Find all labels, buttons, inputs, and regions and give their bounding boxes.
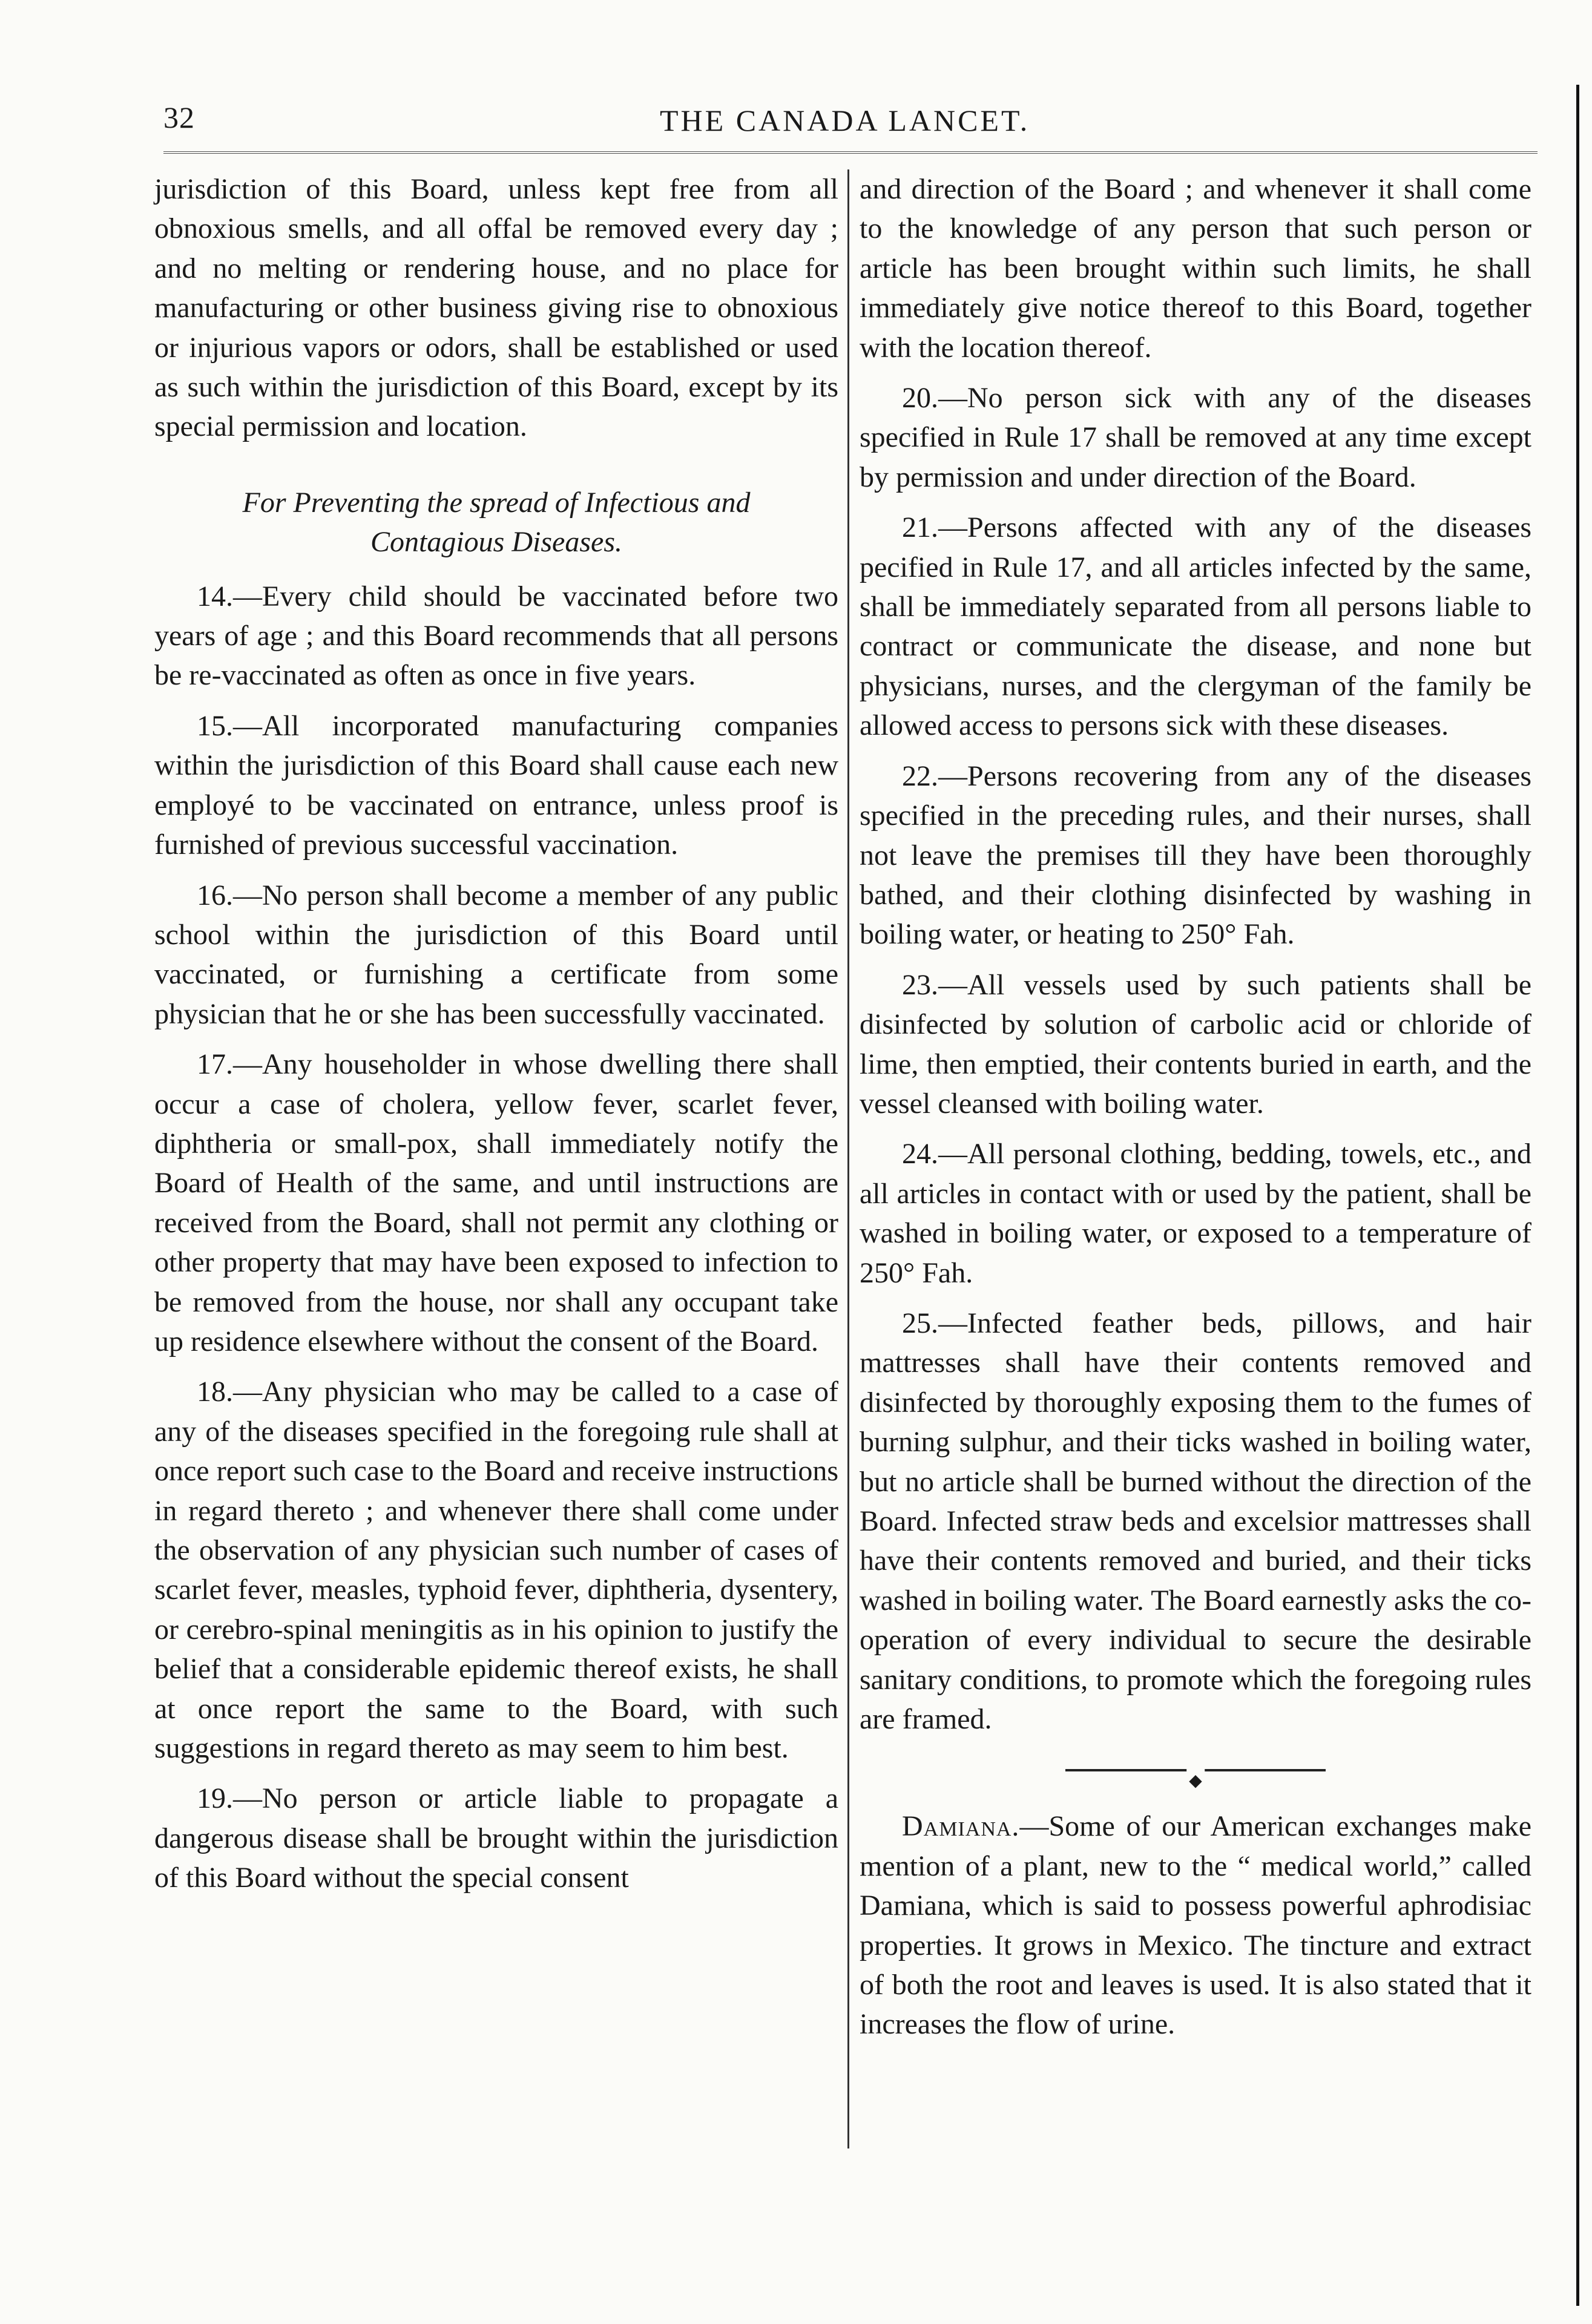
continuation-paragraph: and direction of the Board ; and whenever it shall come to the knowledge of any person that such person or article has been brought within such limits, he shall immediately give notice thereof to this Board, together with the location thereof. [860,173,1531,364]
rule-24: 24.—All personal clothing, bedding, towels, etc., and all articles in contact with or used by the patient, shall be washed in boiling water, or exposed to a temperature of 250° Fah. [860,1138,1531,1289]
rule-22: 22.—Persons recovering from any of the diseases specified in the preceding rules, and their nurses, shall not leave the premises till they have been thoroughly bathed, and their clothing disinfected by washing in boiling water, or heating to 250° Fah. [860,760,1531,951]
rule-21: 21.—Persons affected with any of the diseases pecified in Rule 17, and all articles infected by the same, shall be immediately separated from all persons liable to contract or communicate the disease, and none but physicians, nurses, and the clergyman of the family be allowed access to persons sick with these diseases. [860,511,1531,742]
rule-19: 19.—No person or article liable to propagate a dangerous disease shall be brought within the jurisdiction of this Board without the special consent [154,1782,838,1894]
rule-15: 15.—All incorporated manufacturing companies within the jurisdiction of this Board shall cause each new employé to be vaccinated on entrance, unless proof is furnished of previous successful vaccination. [154,709,838,861]
section-ornament [1065,1769,1326,1791]
rule-17: 17.—Any householder in whose dwelling there shall occur a case of cholera, yellow fever, scarlet fever, diphtheria or small-pox, shall immediately notify the Board of Health of the same, and until instructions are received from the Board, shall not permit any clothing or other property that may have been exposed to infection to be removed from the house, nor shall any occupant take up residence elsewhere without the consent of the Board. [154,1048,838,1357]
column-divider [847,169,849,2148]
running-head: THE CANADA LANCET. [660,103,1030,137]
header-rule [163,151,1538,154]
rule-23: 23.—All vessels used by such patients shall be disinfected by solution of carbolic acid or chloride of lime, then emptied, their contents buried in earth, and the vessel cleansed with boiling water. [860,968,1531,1120]
page-edge-line [1576,85,1579,2306]
rule-25: 25.—Infected feather beds, pillows, and hair mattresses shall have their contents removed and disinfected by thoroughly exposing them to the fumes of burning sulphur, and their ticks washed in boiling water, but no article shall be burned without the direction of the Board. Infected straw beds and excelsior mattresses shall have their contents removed and buried, and their ticks washed in boiling water. The Board earnestly asks the co-operation of every individual to secure the desirable sanitary conditions, to promote which the foregoing rules are framed. [860,1307,1531,1736]
page-number: 32 [163,100,195,134]
damiana-text: —Some of our American exchanges make mention of a plant, new to the “ medical world,” called Damiana, which is said to possess powerful aphrodisiac properties. It grows in Mexico. The tincture and extract of both the root and leaves is used. It is also stated that it increases the flow of urine. [860,1810,1531,2041]
rule-20: 20.—No person sick with any of the diseases specified in Rule 17 shall be removed at any time except by permission and under direction of the Board. [860,382,1531,493]
rule-14: 14.—Every child should be vaccinated before two years of age ; and this Board recommends that all persons be re-vaccinated as often as once in five years. [154,580,838,692]
rule-16: 16.—No person shall become a member of any public school within the jurisdiction of this Board until vaccinated, or furnishing a certificate from some physician that he or she has been successfully vaccinated. [154,879,838,1030]
damiana-paragraph [860,1807,1531,2044]
rule-18: 18.—Any physician who may be called to a case of any of the diseases specified in the foregoing rule shall at once report such case to the Board and receive instructions in regard thereto ; and whenever there shall come under the observation of any physician such number of cases of scarlet fever, measles, typhoid fever, diphtheria, dysentery, or cerebro-spinal meningitis as in his opinion to justify the belief that a considerable epidemic thereof exists, he shall at once report the same to the Board, with such suggestions in regard thereto as may seem to him best. [154,1376,838,1765]
right-column [860,169,1531,2055]
left-column [154,169,838,1909]
damiana-title: Damiana. [902,1810,1020,1843]
ornament-icon: ◆ [1186,1761,1205,1800]
opening-paragraph: jurisdiction of this Board, unless kept free from all obnoxious smells, and all offal be removed every day ; and no melting or rendering house, and no place for manufacturing or other business giving rise to obnoxious or injurious vapors or odors, shall be established or used as such within the jurisdiction of this Board, except by its special permission and location. [154,173,838,443]
section-heading: For Preventing the spread of Infectious and Contagious Diseases. [242,486,751,559]
